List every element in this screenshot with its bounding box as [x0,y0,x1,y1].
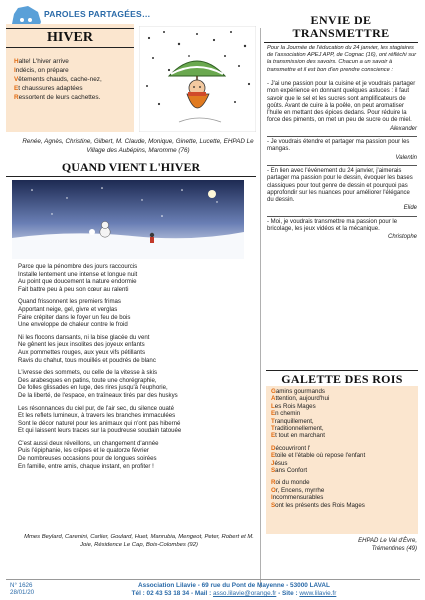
poem-stanza: Parce que la pénombre des jours raccourcis Installe lentement une intense et longue nuit Au point que doucement la nature endormie Fait battre peu à peu son cœur au ralenti [18,263,138,293]
envie-intro: Pour la Journée de l'éducation du 24 janvier, les stagiaires de l'association APEJ APP, de Cognac (16), ont réfléchi sur la transmission des savoirs. Chacun a un savoir à transmettre et il est bon d'en prendre conscience : [267,45,417,73]
poem-line: Les Rois Mages [271,402,316,410]
envie-title: ENVIE DE TRANSMETTRE [264,14,418,43]
poem-line: Sans Confort [271,467,308,475]
galette-poem [271,388,417,509]
poem-line: Halte! L'hiver arrive [14,58,69,65]
quand-vient-poem [18,263,256,475]
footer-tel: Tél : 02 43 53 18 34 - Mail : [131,590,213,597]
hiver-title: HIVER [6,28,134,48]
galette-title: GALETTE DES ROIS [266,370,418,389]
quote-author: Alexander [389,125,417,132]
quote-text: - Moi, je voudrais transmettre ma passion pour le bricolage, les jeux vidéos et la mécanique. [267,218,398,233]
footer-site-label: - Site : [276,590,300,597]
divider [267,165,417,166]
poem-line: Et tout en marchant [271,432,326,440]
galette-authors: EHPAD Le Val d'Èvre, Trémentines (49) [358,538,417,552]
issue-info [10,582,34,596]
issue-date: 28/01/20 [10,589,35,596]
issue-number: N° 1626 [10,582,33,589]
poem-line: Indécis, on prépare [14,67,69,74]
footer-address: Association Lilavie - 69 rue du Pont de Mayenne - 53000 LAVAL [138,582,330,589]
quote-author: Valentin [395,154,417,161]
poem-line: Or, Encens, myrrhe [271,486,325,494]
hiver-authors: Renée, Agnès, Christine, Gilbert, M. Claude, Monique, Ginette, Lucette, EHPAD Le Village des Aubépins, Maromme (76) [22,138,254,154]
poem-line: Roi du monde [271,479,310,487]
footer-divider [6,579,420,580]
poem-line: Sont les présents des Rois Mages [271,501,365,509]
winter-landscape-illustration [12,180,244,259]
poem-line: Ressortent de leurs cachettes. [14,94,101,101]
footer-contact [48,582,420,598]
poem-line: Gamins gourmands [271,388,326,395]
envie-quotes [267,81,417,245]
poem-stanza: Les résonnances du ciel pur, de l'air sec, du silence ouaté Et les reflets lumineux, à travers les branches immaculées Sont le décor naturel pour les animaux qui n'ont pas hiberné Et qui laissent leurs traces sur la poudreuse soudain tatouée [18,404,182,435]
footer-site-link[interactable]: www.lilavie.fr [299,590,337,597]
poem-stanza: Ni les flocons dansants, ni la bise glacée du vent Ne gênent les jeux insolites des joyeux enfants Aux pommettes rouges, aux yeux vifs pétillants Ravis du chahut, tous mouillés et poudrés de blanc [18,333,156,364]
divider [267,216,417,217]
quand-vient-title: QUAND VIENT L'HIVER [6,160,256,177]
column-divider [260,28,261,588]
hiver-poem [14,57,134,102]
poem-line: Vêtements chauds, cache-nez, [14,76,102,83]
snow-umbrella-illustration [139,26,256,132]
quote-author: Christophe [387,234,417,241]
quote-text: - Je voudrais étendre et partager ma passion pour les mangas. [267,139,410,153]
quote-text: - J'ai une passion pour la cuisine et je voudrais partager mon expérience en donnant quelques astuces : il faut savoir que le sel et les sucres sont amplificateurs de goûts. Avant de cuire à la poêle, on peut aromatiser l'huile en mettant des épices dedans. Pour réduire la force des piments, on met un peu de sucre ou de miel. [267,81,416,124]
poem-line: Jésus [271,459,288,467]
poem-line: Attention, aujourd'hui [271,395,330,403]
poem-line: En chemin [271,410,301,418]
footer-mail-link[interactable]: asso.lilavie@orange.fr [212,590,277,597]
divider [267,136,417,137]
quote-text: - En lien avec l'événement du 24 janvier, j'aimerais partager ma passion pour le dessin, évoquer les bases classiques pour tout genre de dessin et pourquoi pas approfondir sur les nuances pour améliorer l'élégance du dessin. [267,167,413,204]
poem-line: Découvriront l' [271,444,311,452]
poem-line: Traditionnellement, [271,425,324,433]
poem-stanza: C'est aussi deux réveillons, un changement d'année Puis l'épiphanie, les crêpes et le quatorze février De nombreuses occasions pour de longues soirées En famille, entre amis, chaque instant, en profiter ! [18,439,159,470]
poem-line: Etoile et l'étable où repose l'enfant [271,452,366,460]
poem-line: Et chaussures adaptées [14,85,83,92]
poem-line: Incommensurables [271,494,324,502]
poem-stanza: Quand frissonnent les premiers frimas Apportant neige, gel, givre et verglas Faire crépiter dans le foyer un feu de bois Une enveloppe de chaleur contre le froid [18,298,131,329]
poem-line: Tranquillement, [271,417,314,425]
page-section-title: PAROLES PARTAGÉES… [44,9,151,19]
quand-vient-authors: Mmes Beylard, Carenini, Carlier, Goulard, Huet, Manrubia, Mengeot, Peter, Robert et M. Joie, Résidence Le Cap, Bois-Colombes (92) [24,534,254,548]
poem-stanza: L'ivresse des sommets, ou celle de la vitesse à skis Des arabesques en patins, toute une chorégraphie, De folles glissades en luge, des rires jusqu'à l'euphorie, De la liberté, de l'espace, en traîneaux tirés par des huskys [18,369,178,399]
quote-author: Elide [403,205,417,212]
